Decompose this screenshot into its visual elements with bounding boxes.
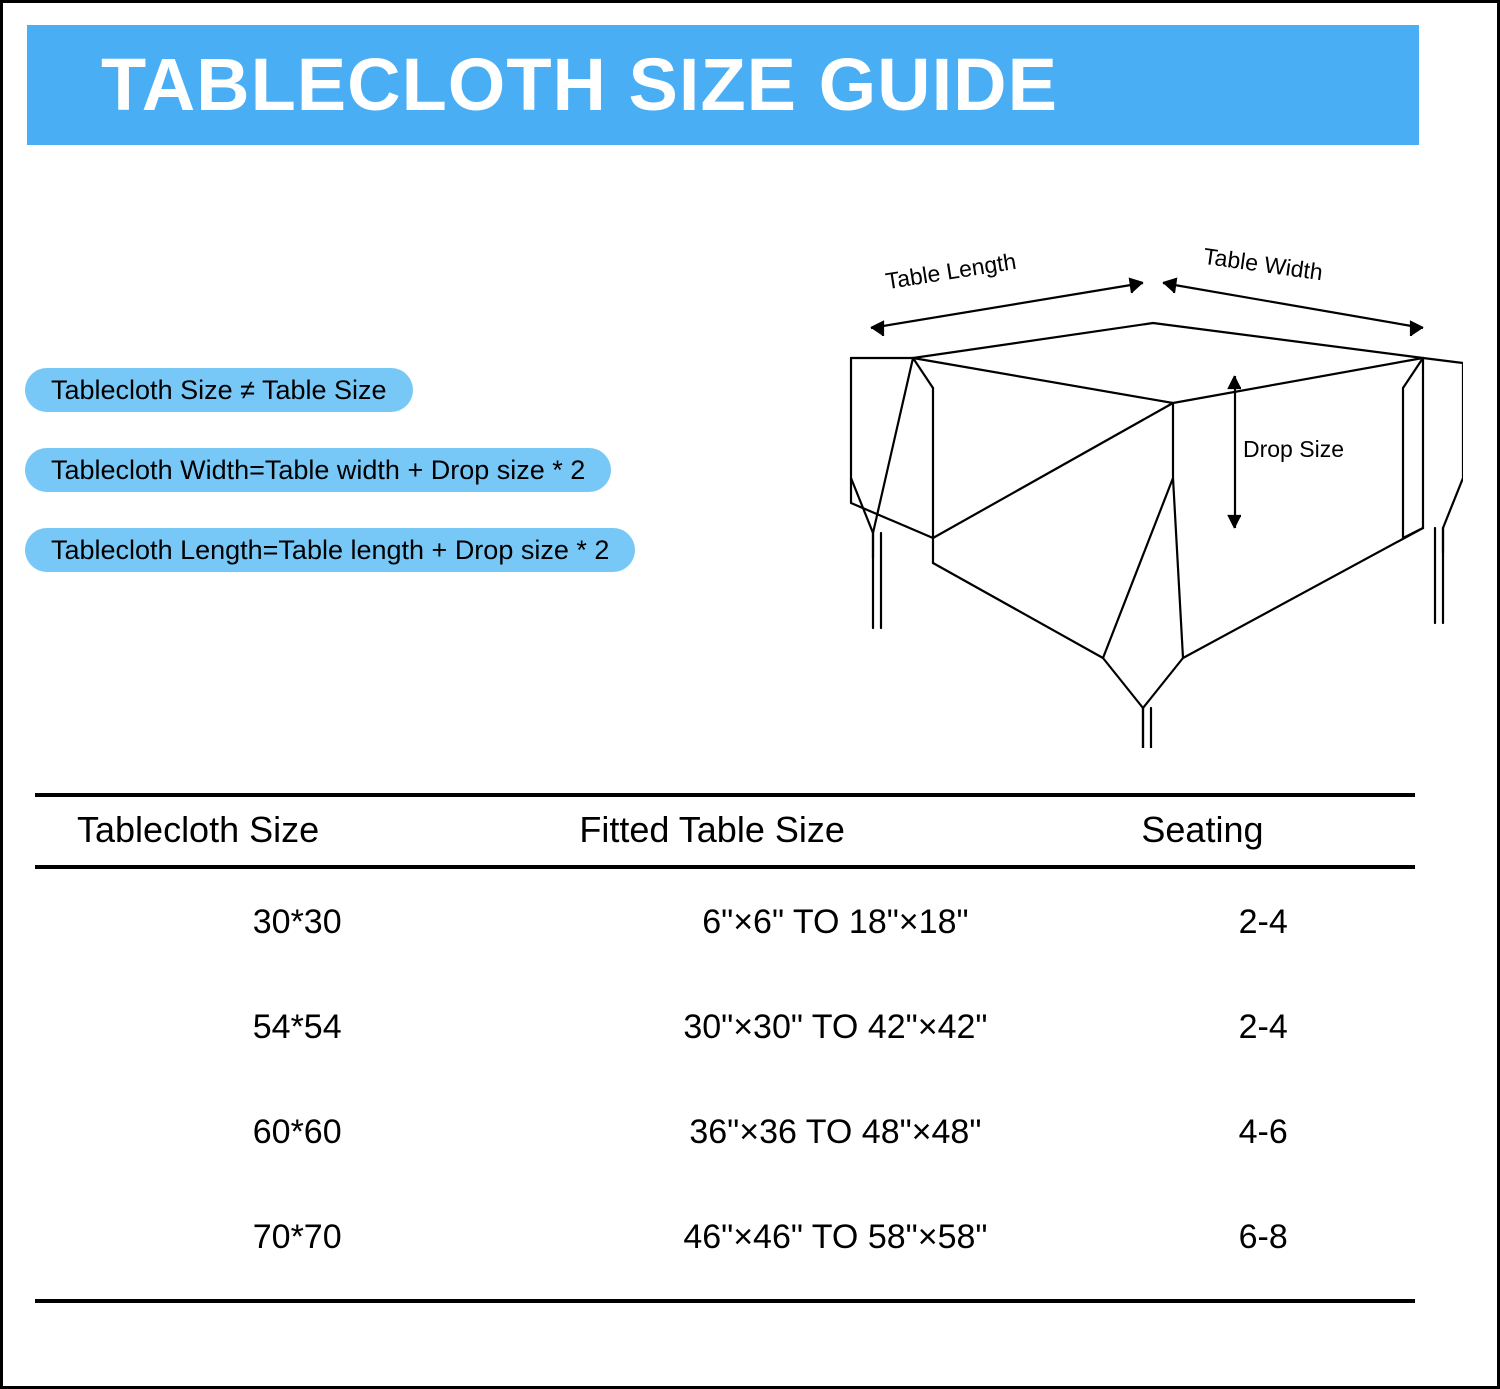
header-banner [27, 25, 1419, 145]
tablecloth-diagram [803, 228, 1463, 748]
column-header-seating: Seating [1111, 795, 1415, 867]
formula-pill-list [25, 368, 825, 608]
label-table-length: Table Length [883, 247, 1018, 295]
table-top-surface [913, 323, 1423, 403]
cell-fitted-table-size: 36"×36 TO 48"×48" [689, 1113, 982, 1151]
size-table-head [35, 795, 1415, 867]
table-row [35, 1184, 1415, 1301]
cell-tablecloth-size: 30*30 [252, 903, 342, 941]
formula-pill-width: Tablecloth Width=Table width + Drop size * 2 [25, 448, 611, 492]
table-header-row [35, 795, 1415, 867]
tablecloth-diagram-svg [803, 228, 1463, 748]
size-table [35, 793, 1415, 1303]
table-width-arrow [1163, 279, 1423, 336]
formula-pill-length: Tablecloth Length=Table length + Drop size * 2 [25, 528, 635, 572]
cell-seating: 4-6 [1238, 1113, 1288, 1151]
table-row [35, 1079, 1415, 1184]
cell-tablecloth-size: 60*60 [252, 1113, 342, 1151]
label-drop-size: Drop Size [1243, 436, 1344, 462]
cell-tablecloth-size: 70*70 [35, 1184, 559, 1301]
cell-seating: 6-8 [1111, 1184, 1415, 1301]
size-table-container [35, 793, 1415, 1303]
page-title: TABLECLOTH SIZE GUIDE [101, 43, 1058, 126]
column-header-tablecloth-size: Tablecloth Size [35, 795, 559, 867]
table-row [35, 867, 1415, 974]
formula-pill-row [25, 528, 825, 608]
cell-fitted-table-size: 46"×46" TO 58"×58" [559, 1184, 1111, 1301]
cell-tablecloth-size: 54*54 [252, 1008, 342, 1046]
cell-seating: 2-4 [1238, 903, 1288, 941]
size-table-body [35, 867, 1415, 1301]
table-row [35, 974, 1415, 1079]
cell-fitted-table-size: 30"×30" TO 42"×42" [683, 1008, 988, 1046]
formula-pill-size-not-equal: Tablecloth Size ≠ Table Size [25, 368, 413, 412]
formula-pill-row [25, 368, 825, 448]
label-table-width: Table Width [1201, 242, 1325, 286]
column-header-fitted-table-size: Fitted Table Size [559, 795, 1111, 867]
drop-size-arrow [1229, 376, 1241, 528]
formula-pill-row [25, 448, 825, 528]
cell-fitted-table-size: 6"×6" TO 18"×18" [702, 903, 969, 941]
cell-seating: 2-4 [1238, 1008, 1288, 1046]
